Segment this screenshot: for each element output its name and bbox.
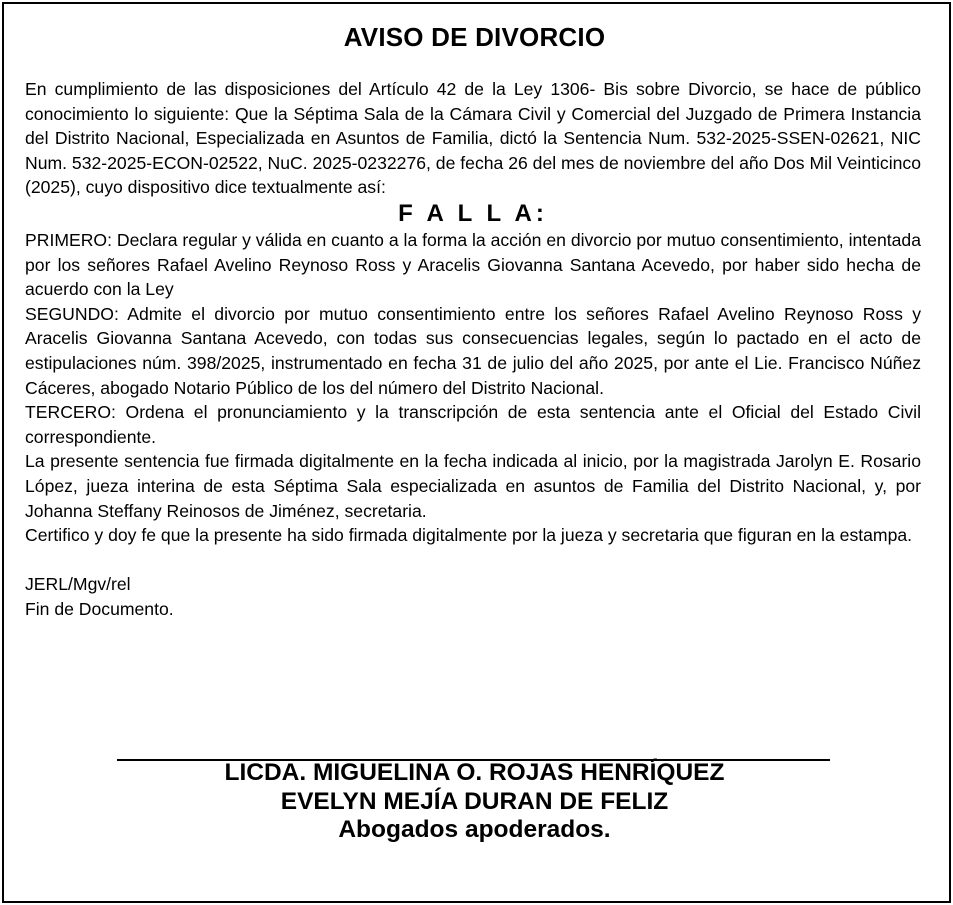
tercero-paragraph: TERCERO: Ordena el pronunciamiento y la transcripción de esta sentencia ante el Oficial del Estado Civil correspondiente.	[25, 402, 921, 447]
firmada-paragraph: La presente sentencia fue firmada digitalmente en la fecha indicada al inicio, por la magistrada Jarolyn E. Rosario López, jueza interina de esta Séptima Sala especializada en asuntos de Familia del Distrito Nacional, y, por Johanna Steffany Reinosos de Jiménez, secretaria.	[25, 451, 921, 521]
signatory-name-1: LICDA. MIGUELINA O. ROJAS HENRÍQUEZ	[224, 759, 725, 786]
paragraph-gap	[25, 548, 921, 573]
falla-heading: F A L L A:	[398, 199, 548, 227]
segundo-paragraph: SEGUNDO: Admite el divorcio por mutuo consentimiento entre los señores Rafael Avelino Reynoso Ross y Aracelis Giovanna Santana Acevedo, con todas sus consecuencias legales, según lo pactado en el acto de estipulaciones núm. 398/2025, instrumentado en fecha 31 de julio del año 2025, por ante el Lie. Francisco Núñez Cáceres, abogado Notario Público de los del número del Distrito Nacional.	[25, 303, 921, 398]
initials-line: JERL/Mgv/rel	[25, 574, 131, 595]
signatory-role: Abogados apoderados.	[338, 816, 611, 843]
intro-paragraph: En cumplimiento de las disposiciones del Artículo 42 de la Ley 1306- Bis sobre Divorcio, se hace de público conocimiento lo siguiente: Que la Séptima Sala de la Cámara Civil y Comercial del Juzgado de Primera Instancia del Distrito Nacional, Especializada en Asuntos de Familia, dictó la Sentencia Num. 532-2025-SSEN-02621, NIC Num. 532-2025-ECON-02522, NuC. 2025-0232276, de fecha 26 del mes de noviembre del año Dos Mil Veinticinco (2025), cuyo dispositivo dice textualmente así:	[25, 79, 921, 198]
notice-body	[25, 77, 921, 621]
certifico-paragraph: Certifico y doy fe que la presente ha sido firmada digitalmente por la jueza y secretaria que figuran en la estampa.	[25, 525, 913, 546]
signature-block	[0, 759, 949, 845]
notice-title: AVISO DE DIVORCIO	[343, 22, 606, 52]
end-of-document: Fin de Documento.	[25, 598, 174, 619]
signatory-name-2: EVELYN MEJÍA DURAN DE FELIZ	[280, 787, 669, 815]
primero-paragraph: PRIMERO: Declara regular y válida en cuanto a la forma la acción en divorcio por mutuo consentimiento, intentada por los señores Rafael Avelino Reynoso Ross y Aracelis Giovanna Santana Acevedo, por haber sido hecha de acuerdo con la Ley	[25, 229, 921, 300]
